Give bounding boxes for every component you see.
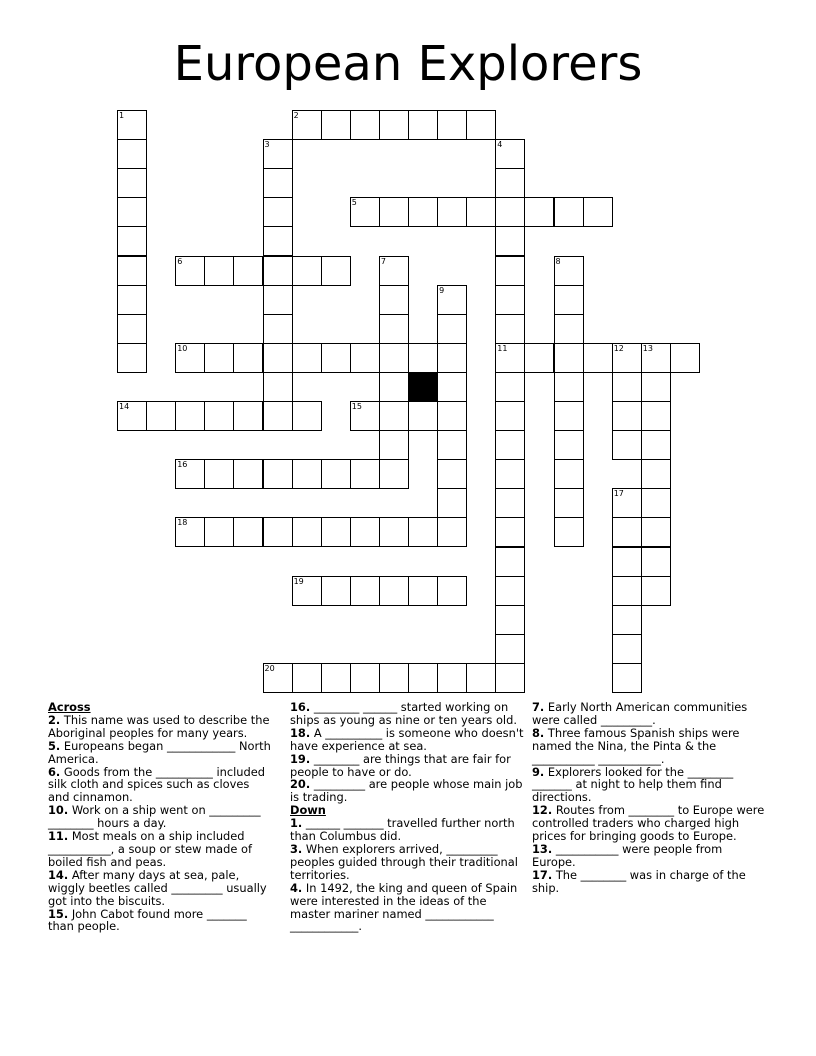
grid-cell[interactable]	[495, 226, 525, 256]
clue-text: Most meals on a ship included ___________, a soup or stew made of boiled fish and peas.	[48, 829, 252, 869]
grid-cell[interactable]	[437, 110, 467, 140]
clue-item	[532, 804, 768, 843]
grid-cell[interactable]	[495, 547, 525, 577]
grid-cell[interactable]	[379, 372, 409, 402]
grid-cell[interactable]	[263, 401, 293, 431]
grid-cell[interactable]	[321, 343, 351, 373]
clue-text: When explorers arrived, _________ peoples guided through their traditional territories.	[290, 841, 518, 882]
grid-cell[interactable]	[204, 256, 234, 286]
grid-cell[interactable]	[583, 197, 613, 227]
clue-number: 11.	[48, 829, 69, 844]
grid-cell[interactable]	[554, 343, 584, 373]
grid-cell[interactable]	[117, 401, 147, 431]
clue-text: ___________ were people from Europe.	[532, 841, 723, 869]
clue-number: 20.	[290, 777, 311, 792]
grid-cell[interactable]	[641, 459, 671, 489]
grid-cell[interactable]	[379, 663, 409, 693]
grid-cell[interactable]	[554, 197, 584, 227]
clue-number-label: 13	[642, 343, 653, 353]
grid-cell[interactable]	[350, 110, 380, 140]
clue-text: After many days at sea, pale, wiggly beetles called _________ usually got into the biscuits.	[48, 867, 267, 908]
grid-cell[interactable]	[117, 139, 147, 169]
grid-cell[interactable]	[641, 488, 671, 518]
grid-cell[interactable]	[437, 285, 467, 315]
grid-cell[interactable]	[292, 576, 322, 606]
grid-cell[interactable]	[379, 401, 409, 431]
clue-number: 6.	[48, 764, 61, 779]
clue-text: A __________ is someone who doesn't have experience at sea.	[290, 725, 524, 753]
grid-cell[interactable]	[554, 488, 584, 518]
grid-cell[interactable]	[554, 401, 584, 431]
clue-column-2	[290, 701, 524, 933]
grid-cell[interactable]	[466, 663, 496, 693]
grid-cell[interactable]	[641, 343, 671, 373]
grid-cell[interactable]	[263, 517, 293, 547]
grid-cell[interactable]	[379, 576, 409, 606]
grid-cell[interactable]	[437, 314, 467, 344]
clue-text: Three famous Spanish ships were named the Nina, the Pinta & the ___________ ___________.	[532, 725, 740, 766]
grid-cell[interactable]	[495, 314, 525, 344]
clue-text: John Cabot found more _______ than people.	[48, 906, 247, 934]
grid-cell[interactable]	[233, 459, 263, 489]
clue-number: 13.	[532, 841, 553, 856]
clue-text: In 1492, the king and queen of Spain were interested in the ideas of the master mariner named ____________ ____________.	[290, 880, 518, 934]
grid-cell[interactable]	[263, 197, 293, 227]
grid-cell[interactable]	[437, 197, 467, 227]
clue-text: Work on a ship went on _________ ________ hours a day.	[48, 803, 261, 831]
clue-item	[48, 714, 272, 740]
grid-cell[interactable]	[292, 517, 322, 547]
grid-cell[interactable]	[321, 110, 351, 140]
grid-cell[interactable]	[175, 517, 205, 547]
grid-cell[interactable]	[350, 459, 380, 489]
grid-cell[interactable]	[670, 343, 700, 373]
grid-cell[interactable]	[612, 430, 642, 460]
grid-cell[interactable]	[612, 488, 642, 518]
clue-item	[532, 869, 768, 895]
clue-text: The ________ was in charge of the ship.	[532, 867, 746, 895]
grid-cell[interactable]	[379, 314, 409, 344]
clue-number-label: 3	[264, 140, 270, 150]
grid-cell[interactable]	[175, 459, 205, 489]
clue-text: Routes from ________ to Europe were controlled traders who charged high prices for bringing goods to Europe.	[532, 803, 765, 844]
grid-cell[interactable]	[146, 401, 176, 431]
clue-number: 5.	[48, 738, 61, 753]
grid-cell[interactable]	[554, 459, 584, 489]
grid-cell[interactable]	[204, 459, 234, 489]
clue-number: 1.	[290, 816, 303, 831]
grid-cell[interactable]	[612, 343, 642, 373]
grid-cell[interactable]	[408, 343, 438, 373]
grid-cell[interactable]	[321, 256, 351, 286]
clue-text: ______ _______ travelled further north than Columbus did.	[290, 816, 515, 844]
grid-cell[interactable]	[437, 430, 467, 460]
clue-item	[290, 882, 524, 934]
grid-cell[interactable]	[554, 517, 584, 547]
grid-cell[interactable]	[204, 517, 234, 547]
grid-cell[interactable]	[641, 372, 671, 402]
grid-cell[interactable]	[408, 663, 438, 693]
clue-item	[290, 843, 524, 882]
clue-number-label: 20	[264, 663, 275, 673]
grid-cell[interactable]	[350, 343, 380, 373]
clue-number-label: 7	[380, 256, 386, 266]
grid-cell[interactable]	[263, 168, 293, 198]
grid-cell[interactable]	[495, 634, 525, 664]
grid-cell[interactable]	[612, 605, 642, 635]
clue-number-label: 18	[177, 518, 188, 528]
grid-cell[interactable]	[263, 256, 293, 286]
clue-item	[48, 740, 272, 766]
grid-cell[interactable]	[117, 110, 147, 140]
clue-number-label: 10	[177, 343, 188, 353]
grid-cell[interactable]	[437, 372, 467, 402]
grid-cell[interactable]	[495, 517, 525, 547]
grid-cell[interactable]	[263, 226, 293, 256]
grid-cell[interactable]	[379, 430, 409, 460]
grid-cell[interactable]	[437, 663, 467, 693]
clue-number-label: 12	[613, 343, 624, 353]
grid-cell[interactable]	[263, 663, 293, 693]
clue-item	[290, 753, 524, 779]
grid-cell[interactable]	[292, 110, 322, 140]
grid-cell[interactable]	[263, 285, 293, 315]
clue-number-label: 14	[119, 402, 130, 411]
grid-cell[interactable]	[263, 372, 293, 402]
clue-number-label: 2	[293, 111, 299, 120]
grid-cell[interactable]	[117, 226, 147, 256]
clue-item	[48, 908, 272, 934]
grid-cell[interactable]	[495, 663, 525, 693]
clue-item	[290, 727, 524, 753]
grid-cell[interactable]	[350, 576, 380, 606]
clue-number-label: 8	[555, 256, 561, 266]
grid-cell[interactable]	[612, 634, 642, 664]
clue-number-label: 4	[497, 140, 503, 150]
clue-number-label: 11	[497, 343, 508, 353]
grid-cell[interactable]	[437, 576, 467, 606]
grid-cell[interactable]	[524, 343, 554, 373]
grid-cell[interactable]	[612, 547, 642, 577]
grid-cell[interactable]	[495, 168, 525, 198]
clue-item	[48, 766, 272, 805]
clue-number-label: 17	[613, 489, 624, 499]
grid-cell[interactable]	[554, 256, 584, 286]
clue-text: Explorers looked for the ________ _______ at night to help them find directions.	[532, 764, 734, 805]
clue-number-label: 9	[439, 285, 445, 295]
grid-cell[interactable]	[495, 197, 525, 227]
grid-cell[interactable]	[408, 110, 438, 140]
grid-cell[interactable]	[292, 459, 322, 489]
grid-cell[interactable]	[554, 430, 584, 460]
clue-item	[532, 766, 768, 805]
grid-cell[interactable]	[495, 488, 525, 518]
clue-item	[290, 817, 524, 843]
page-title: European Explorers	[173, 36, 643, 92]
clue-number: 7.	[532, 700, 545, 714]
grid-cell[interactable]	[379, 110, 409, 140]
grid-cell[interactable]	[379, 517, 409, 547]
grid-cell[interactable]	[263, 139, 293, 169]
grid-cell[interactable]	[612, 517, 642, 547]
grid-cell[interactable]	[408, 517, 438, 547]
grid-cell[interactable]	[233, 517, 263, 547]
grid-cell[interactable]	[117, 168, 147, 198]
clue-number: 10.	[48, 803, 69, 818]
grid-cell[interactable]	[233, 343, 263, 373]
grid-cell[interactable]	[583, 343, 613, 373]
clue-number: 19.	[290, 751, 311, 766]
grid-cell[interactable]	[350, 517, 380, 547]
grid-cell[interactable]	[379, 197, 409, 227]
clue-text: This name was used to describe the Aboriginal peoples for many years.	[48, 712, 270, 740]
grid-cell[interactable]	[495, 256, 525, 286]
grid-cell[interactable]	[495, 139, 525, 169]
grid-cell[interactable]	[379, 256, 409, 286]
clue-number: 4.	[290, 880, 303, 895]
grid-cell[interactable]	[554, 285, 584, 315]
clue-number: 14.	[48, 867, 69, 882]
grid-cell[interactable]	[350, 663, 380, 693]
clue-item	[532, 727, 768, 766]
grid-cell[interactable]	[495, 285, 525, 315]
grid-cell[interactable]	[350, 197, 380, 227]
clue-item	[532, 701, 768, 727]
grid-cell[interactable]	[175, 401, 205, 431]
grid-cell[interactable]	[117, 197, 147, 227]
grid-cell[interactable]	[117, 285, 147, 315]
grid-cell[interactable]	[437, 517, 467, 547]
grid-cell[interactable]	[263, 343, 293, 373]
grid-cell[interactable]	[612, 576, 642, 606]
grid-cell[interactable]	[641, 576, 671, 606]
grid-cell[interactable]	[437, 401, 467, 431]
grid-cell[interactable]	[612, 372, 642, 402]
grid-cell[interactable]	[292, 343, 322, 373]
clue-item	[532, 843, 768, 869]
grid-cell[interactable]	[466, 197, 496, 227]
grid-cell[interactable]	[175, 256, 205, 286]
clue-number: 8.	[532, 725, 545, 740]
grid-cell[interactable]	[554, 314, 584, 344]
grid-cell[interactable]	[233, 401, 263, 431]
clue-text: ________ ______ started working on ships as young as nine or ten years old.	[290, 700, 517, 727]
grid-cell[interactable]	[524, 197, 554, 227]
grid-cell[interactable]	[408, 401, 438, 431]
clue-item	[48, 830, 272, 869]
grid-cell[interactable]	[495, 576, 525, 606]
grid-cell[interactable]	[175, 343, 205, 373]
grid-cell[interactable]	[379, 343, 409, 373]
grid-cell[interactable]	[437, 488, 467, 518]
grid-cell[interactable]	[204, 401, 234, 431]
grid-cell[interactable]	[233, 256, 263, 286]
clue-column-1	[48, 701, 272, 933]
grid-cell[interactable]	[292, 663, 322, 693]
grid-cell[interactable]	[350, 401, 380, 431]
clue-number: 12.	[532, 803, 553, 818]
grid-cell[interactable]	[408, 576, 438, 606]
grid-cell[interactable]	[495, 605, 525, 635]
grid-cell[interactable]	[641, 517, 671, 547]
clue-number-label: 5	[351, 198, 357, 208]
grid-cell[interactable]	[321, 459, 351, 489]
clue-text: ________ are things that are fair for people to have or do.	[290, 751, 511, 779]
clue-item	[290, 701, 524, 727]
grid-cell[interactable]	[641, 430, 671, 460]
grid-cell[interactable]	[321, 517, 351, 547]
clue-number: 9.	[532, 764, 545, 779]
grid-cell[interactable]	[292, 401, 322, 431]
grid-cell[interactable]	[612, 401, 642, 431]
clue-text: _________ are people whose main job is trading.	[290, 777, 523, 805]
clue-number: 3.	[290, 841, 303, 856]
grid-cell[interactable]	[408, 197, 438, 227]
clue-number: 16.	[290, 700, 311, 714]
grid-cell[interactable]	[292, 256, 322, 286]
clue-item	[48, 804, 272, 830]
clue-number: 2.	[48, 712, 61, 727]
clue-column-3	[532, 701, 768, 895]
grid-cell[interactable]	[612, 663, 642, 693]
grid-cell[interactable]	[321, 663, 351, 693]
grid-cell[interactable]	[437, 343, 467, 373]
grid-cell[interactable]	[379, 459, 409, 489]
grid-cell[interactable]	[466, 110, 496, 140]
grid-cell[interactable]	[495, 372, 525, 402]
grid-cell[interactable]	[117, 256, 147, 286]
grid-cell[interactable]	[263, 314, 293, 344]
clue-heading-down: Down	[290, 803, 326, 818]
grid-cell[interactable]	[554, 372, 584, 402]
black-cell	[408, 372, 438, 402]
grid-cell[interactable]	[495, 343, 525, 373]
clue-text: Goods from the __________ included silk cloth and spices such as cloves and cinnamon.	[48, 764, 265, 805]
grid-cell[interactable]	[641, 547, 671, 577]
grid-cell[interactable]	[495, 430, 525, 460]
grid-cell[interactable]	[641, 401, 671, 431]
clue-number-label: 1	[119, 111, 125, 120]
grid-cell[interactable]	[495, 401, 525, 431]
grid-cell[interactable]	[321, 576, 351, 606]
grid-cell[interactable]	[204, 343, 234, 373]
clue-text: Early North American communities were called _________.	[532, 700, 748, 727]
clue-number: 17.	[532, 867, 553, 882]
clue-number-label: 15	[351, 402, 362, 411]
clue-number: 18.	[290, 725, 311, 740]
grid-cell[interactable]	[263, 459, 293, 489]
clue-number-label: 6	[177, 256, 183, 266]
clue-number-label: 16	[177, 460, 188, 470]
grid-cell[interactable]	[117, 343, 147, 373]
grid-cell[interactable]	[117, 314, 147, 344]
grid-cell[interactable]	[495, 459, 525, 489]
clue-number-label: 19	[293, 576, 304, 586]
clue-text: Europeans began ____________ North America.	[48, 738, 271, 766]
clue-item	[48, 869, 272, 908]
grid-cell[interactable]	[437, 459, 467, 489]
clue-item	[290, 778, 524, 804]
grid-cell[interactable]	[379, 285, 409, 315]
clue-number: 15.	[48, 906, 69, 921]
clue-heading-across: Across	[48, 700, 91, 714]
